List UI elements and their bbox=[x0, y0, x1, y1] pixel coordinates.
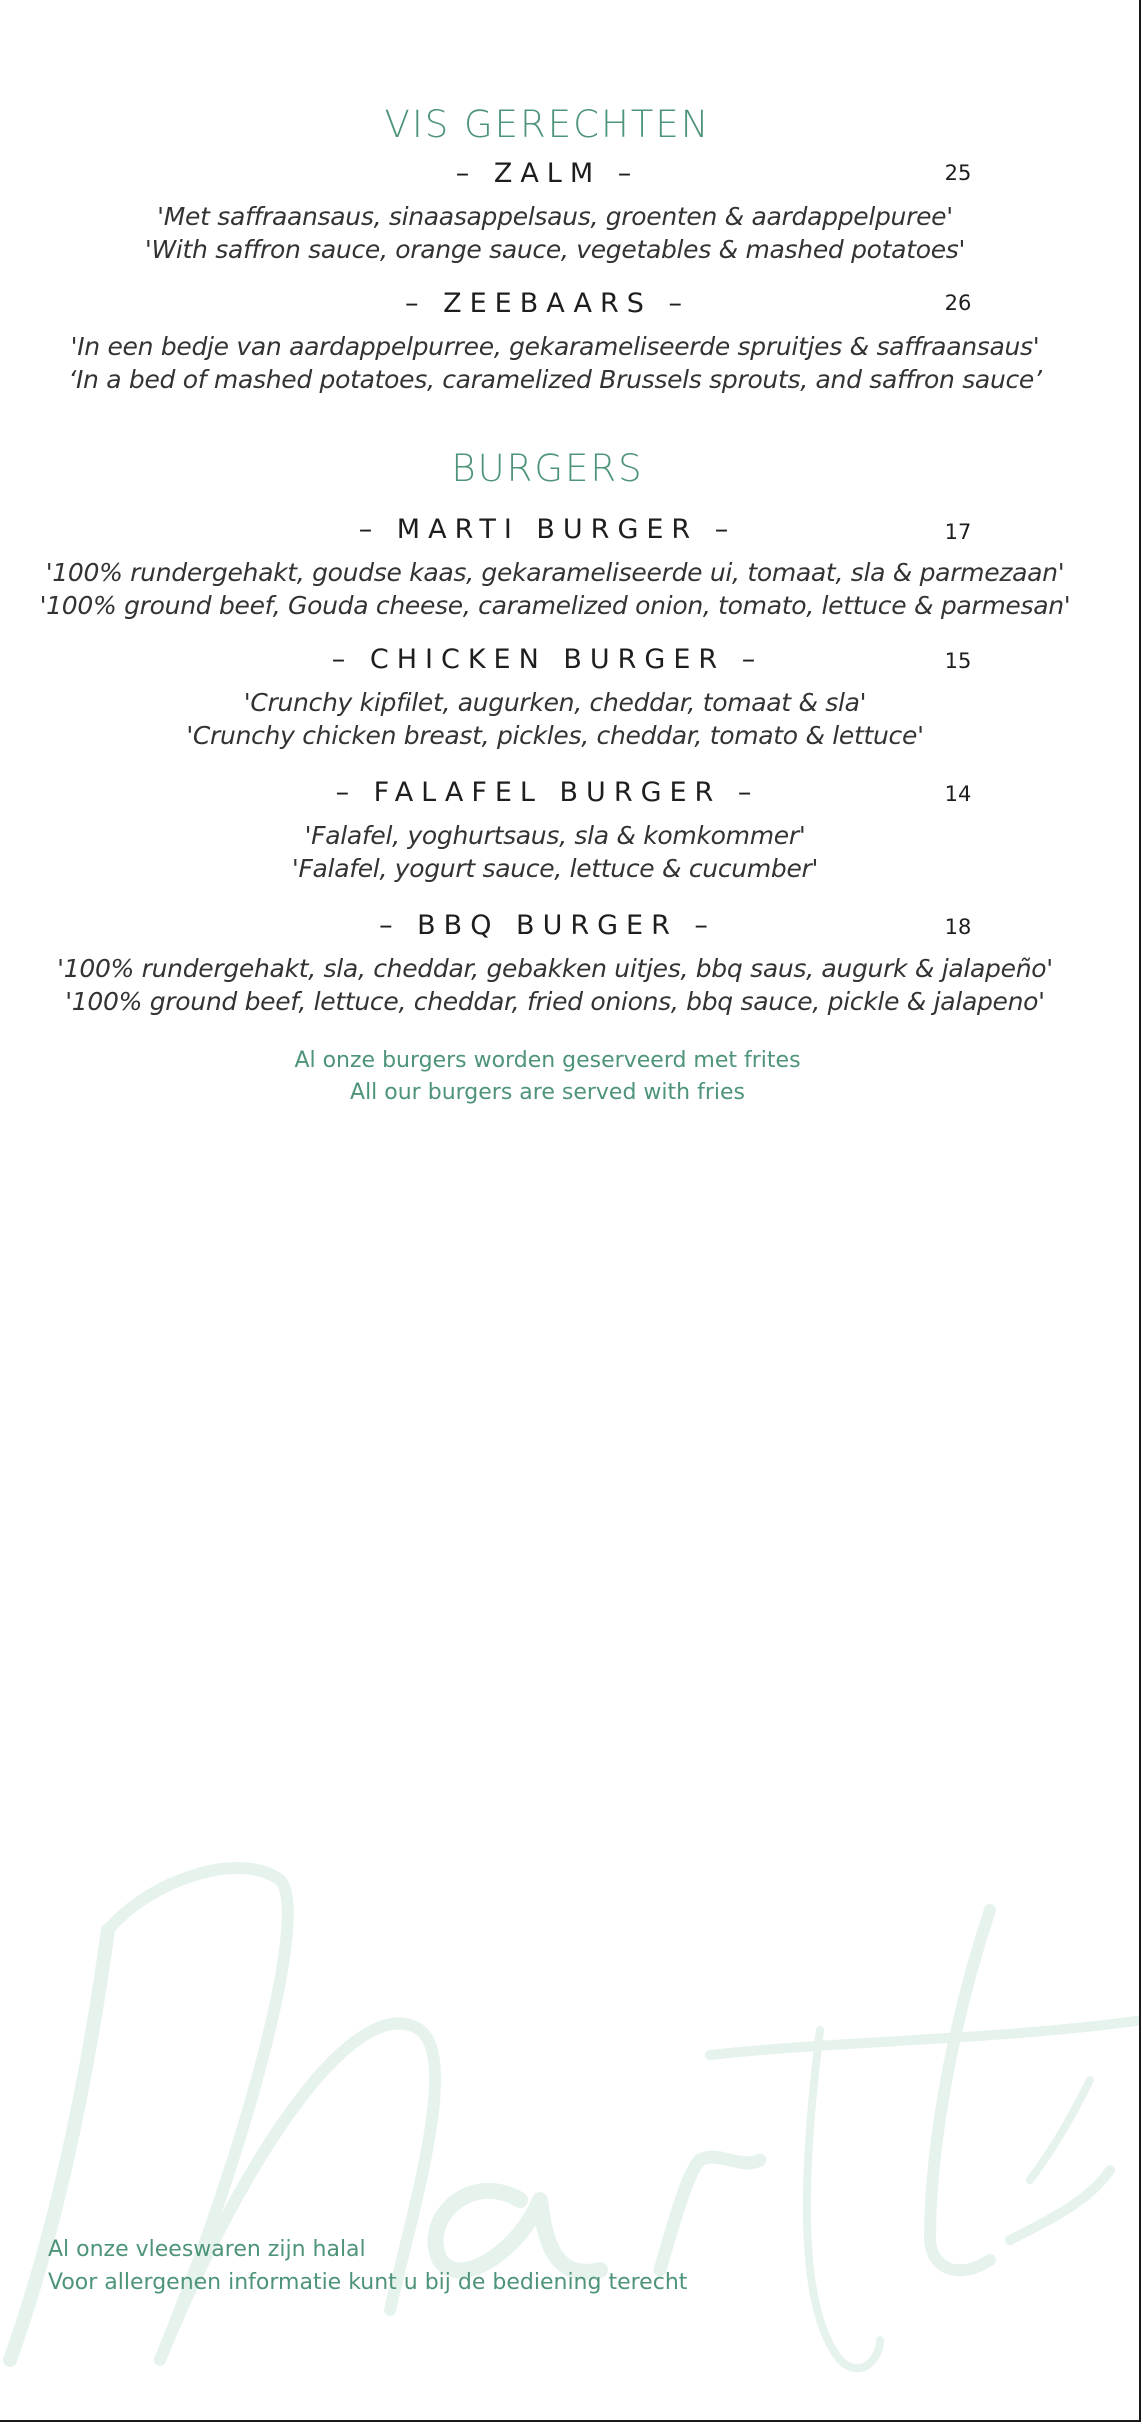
dish-name-falafel-burger: – FALAFEL BURGER – bbox=[335, 777, 760, 808]
burger-note-en: All our burgers are served with fries bbox=[350, 1080, 745, 1105]
dish-price-marti-burger: 17 bbox=[944, 520, 972, 544]
dish-price-chicken-burger: 15 bbox=[944, 649, 972, 673]
marti-script-watermark bbox=[0, 1840, 1141, 2400]
dish-desc-en-bbq-burger: '100% ground beef, lettuce, cheddar, fried onions, bbq sauce, pickle & jalapeno' bbox=[65, 987, 1045, 1016]
dish-price-zalm: 25 bbox=[944, 161, 972, 185]
dish-name-zeebaars: – ZEEBAARS – bbox=[405, 288, 690, 319]
dish-name-bbq-burger: – BBQ BURGER – bbox=[379, 910, 716, 941]
dish-desc-nl-bbq-burger: '100% rundergehakt, sla, cheddar, gebakken uitjes, bbq saus, augurk & jalapeño' bbox=[57, 954, 1053, 983]
dish-desc-en-falafel-burger: 'Falafel, yogurt sauce, lettuce & cucumber' bbox=[291, 854, 819, 883]
footer-halal-note: Al onze vleeswaren zijn halal bbox=[48, 2237, 366, 2262]
dish-price-falafel-burger: 14 bbox=[944, 782, 972, 806]
dish-price-zeebaars: 26 bbox=[944, 291, 972, 315]
dish-desc-nl-chicken-burger: 'Crunchy kipfilet, augurken, cheddar, tomaat & sla' bbox=[243, 688, 867, 717]
dish-desc-en-chicken-burger: 'Crunchy chicken breast, pickles, cheddar, tomato & lettuce' bbox=[186, 721, 924, 750]
dish-desc-en-marti-burger: '100% ground beef, Gouda cheese, caramelized onion, tomato, lettuce & parmesan' bbox=[39, 591, 1071, 620]
dish-desc-nl-zalm: 'Met saffraansaus, sinaasappelsaus, groenten & aardappelpuree' bbox=[157, 202, 953, 231]
dish-desc-en-zalm: 'With saffron sauce, orange sauce, vegetables & mashed potatoes' bbox=[144, 235, 966, 264]
section-title-vis-gerechten: VIS GERECHTEN bbox=[384, 103, 711, 146]
section-title-burgers: BURGERS bbox=[451, 447, 644, 490]
dish-desc-nl-zeebaars: 'In een bedje van aardappelpurree, gekarameliseerde spruitjes & saffraansaus' bbox=[70, 332, 1040, 361]
dish-price-bbq-burger: 18 bbox=[944, 915, 972, 939]
dish-desc-nl-marti-burger: '100% rundergehakt, goudse kaas, gekarameliseerde ui, tomaat, sla & parmezaan' bbox=[45, 558, 1065, 587]
burger-note-nl: Al onze burgers worden geserveerd met frites bbox=[294, 1048, 801, 1073]
footer-allergen-note: Voor allergenen informatie kunt u bij de bediening terecht bbox=[48, 2270, 688, 2295]
dish-desc-nl-falafel-burger: 'Falafel, yoghurtsaus, sla & komkommer' bbox=[304, 821, 806, 850]
dish-name-chicken-burger: – CHICKEN BURGER – bbox=[331, 644, 764, 675]
dish-desc-en-zeebaars: ‘In a bed of mashed potatoes, caramelized Brussels sprouts, and saffron sauce’ bbox=[68, 365, 1042, 394]
dish-name-zalm: – ZALM – bbox=[455, 158, 640, 189]
dish-name-marti-burger: – MARTI BURGER – bbox=[358, 514, 737, 545]
